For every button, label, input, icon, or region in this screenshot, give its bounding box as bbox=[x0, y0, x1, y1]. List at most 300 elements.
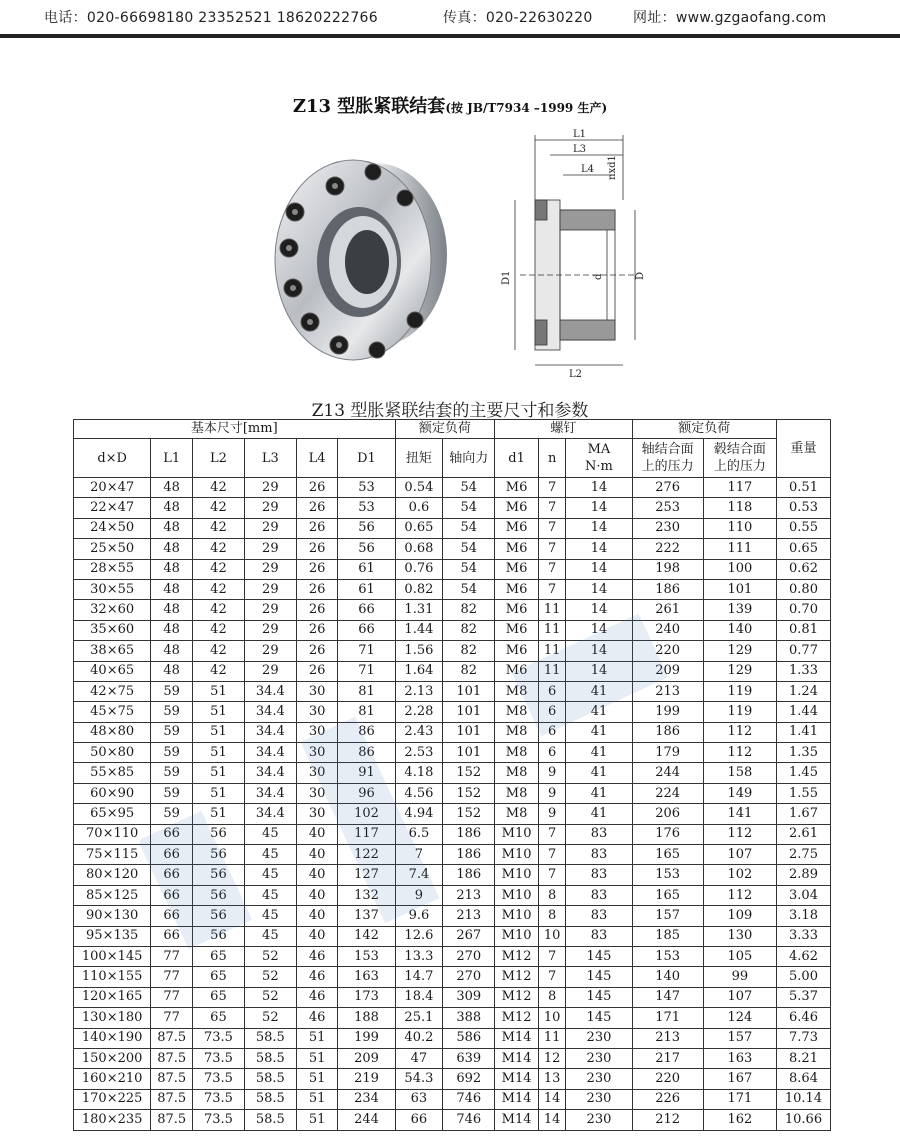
table-cell: 26 bbox=[296, 641, 338, 661]
table-cell: 8 bbox=[538, 906, 565, 926]
table-cell: 270 bbox=[443, 967, 495, 987]
table-cell: 83 bbox=[566, 926, 632, 946]
table-cell: 56 bbox=[193, 845, 245, 865]
table-cell: 110 bbox=[703, 518, 776, 538]
dim-label-d: d bbox=[593, 273, 604, 280]
table-cell: 48 bbox=[151, 518, 193, 538]
phone-text: 电话：020-66698180 23352521 18620222766 bbox=[44, 10, 378, 26]
table-cell: M6 bbox=[495, 478, 539, 498]
table-cell: 137 bbox=[338, 906, 395, 926]
table-cell: 56 bbox=[193, 865, 245, 885]
website-link[interactable]: 网址：www.gzgaofang.com bbox=[633, 10, 827, 26]
table-cell: 30 bbox=[296, 702, 338, 722]
table-cell: 56 bbox=[193, 885, 245, 905]
table-cell: M10 bbox=[495, 865, 539, 885]
table-cell: 0.77 bbox=[776, 641, 830, 661]
table-cell: 45 bbox=[244, 885, 296, 905]
table-cell: 11 bbox=[538, 641, 565, 661]
table-cell: 162 bbox=[703, 1110, 776, 1130]
table-cell: 51 bbox=[193, 783, 245, 803]
table-cell: 66 bbox=[151, 926, 193, 946]
group-basic-dimensions: 基本尺寸[mm] bbox=[74, 420, 396, 439]
table-cell: 42 bbox=[193, 600, 245, 620]
table-cell: 63 bbox=[395, 1089, 443, 1109]
table-cell: 13 bbox=[538, 1069, 565, 1089]
table-cell: 5.00 bbox=[776, 967, 830, 987]
table-cell: 112 bbox=[703, 824, 776, 844]
col-l3: L3 bbox=[244, 439, 296, 478]
table-cell: 14 bbox=[566, 478, 632, 498]
table-cell: 14 bbox=[566, 620, 632, 640]
table-cell: M6 bbox=[495, 498, 539, 518]
table-cell: 213 bbox=[632, 1028, 703, 1048]
table-cell: 46 bbox=[296, 987, 338, 1007]
table-cell: M10 bbox=[495, 906, 539, 926]
table-cell: 217 bbox=[632, 1048, 703, 1068]
table-cell: 213 bbox=[632, 681, 703, 701]
title-main: Z13 型胀紧联结套 bbox=[292, 96, 446, 117]
table-cell: 71 bbox=[338, 661, 395, 681]
table-cell: 7.4 bbox=[395, 865, 443, 885]
table-cell: 22×47 bbox=[74, 498, 151, 518]
table-cell: 12 bbox=[538, 1048, 565, 1068]
table-cell: 213 bbox=[443, 885, 495, 905]
table-cell: 4.56 bbox=[395, 783, 443, 803]
table-cell: M6 bbox=[495, 579, 539, 599]
table-cell: 173 bbox=[338, 987, 395, 1007]
col-l4: L4 bbox=[296, 439, 338, 478]
table-cell: 150×200 bbox=[74, 1048, 151, 1068]
table-cell: 96 bbox=[338, 783, 395, 803]
table-cell: 41 bbox=[566, 763, 632, 783]
table-cell: 51 bbox=[193, 681, 245, 701]
dim-label-nxd1: nxd1 bbox=[607, 155, 618, 180]
table-cell: 54 bbox=[443, 498, 495, 518]
table-cell: 46 bbox=[296, 946, 338, 966]
table-cell: 73.5 bbox=[193, 1069, 245, 1089]
table-cell: 45 bbox=[244, 926, 296, 946]
table-cell: 186 bbox=[443, 865, 495, 885]
col-hub-pressure bbox=[703, 439, 776, 478]
table-cell: 40×65 bbox=[74, 661, 151, 681]
table-cell: 54 bbox=[443, 518, 495, 538]
table-cell: 54 bbox=[443, 478, 495, 498]
table-cell: 186 bbox=[632, 722, 703, 742]
page-title bbox=[0, 92, 900, 118]
table-row bbox=[74, 783, 831, 803]
table-cell: 112 bbox=[703, 885, 776, 905]
title-standard-note: (按 JB/T7934 –1999 生产) bbox=[445, 101, 608, 115]
table-cell: 7 bbox=[538, 579, 565, 599]
table-cell: 158 bbox=[703, 763, 776, 783]
col-ma-line1: MA bbox=[587, 442, 611, 457]
table-cell: 9 bbox=[538, 783, 565, 803]
table-cell: 65 bbox=[193, 946, 245, 966]
table-cell: 240 bbox=[632, 620, 703, 640]
table-cell: 48 bbox=[151, 641, 193, 661]
table-cell: 276 bbox=[632, 478, 703, 498]
table-cell: 153 bbox=[632, 865, 703, 885]
table-cell: 26 bbox=[296, 559, 338, 579]
table-row bbox=[74, 926, 831, 946]
table-cell: 11 bbox=[538, 620, 565, 640]
table-cell: 12.6 bbox=[395, 926, 443, 946]
table-cell: 2.28 bbox=[395, 702, 443, 722]
table-cell: 42 bbox=[193, 579, 245, 599]
table-cell: 29 bbox=[244, 559, 296, 579]
table-cell: 66 bbox=[338, 600, 395, 620]
table-cell: 29 bbox=[244, 641, 296, 661]
table-row bbox=[74, 1089, 831, 1109]
table-cell: 59 bbox=[151, 722, 193, 742]
table-cell: M12 bbox=[495, 967, 539, 987]
table-row bbox=[74, 1069, 831, 1089]
table-cell: 30 bbox=[296, 763, 338, 783]
table-row bbox=[74, 539, 831, 559]
table-cell: 58.5 bbox=[244, 1089, 296, 1109]
table-cell: 157 bbox=[632, 906, 703, 926]
table-cell: 66 bbox=[151, 824, 193, 844]
table-cell: 42 bbox=[193, 661, 245, 681]
table-cell: 213 bbox=[443, 906, 495, 926]
table-cell: 8 bbox=[538, 987, 565, 1007]
table-cell: 35×60 bbox=[74, 620, 151, 640]
table-cell: 41 bbox=[566, 743, 632, 763]
table-cell: 7 bbox=[538, 518, 565, 538]
table-cell: 59 bbox=[151, 681, 193, 701]
table-cell: 56 bbox=[193, 926, 245, 946]
table-cell: 25×50 bbox=[74, 539, 151, 559]
table-cell: 0.51 bbox=[776, 478, 830, 498]
table-cell: 87.5 bbox=[151, 1089, 193, 1109]
table-cell: 53 bbox=[338, 478, 395, 498]
table-cell: 117 bbox=[703, 478, 776, 498]
table-cell: 3.18 bbox=[776, 906, 830, 926]
table-cell: M12 bbox=[495, 1008, 539, 1028]
table-cell: 83 bbox=[566, 865, 632, 885]
table-cell: 30×55 bbox=[74, 579, 151, 599]
table-cell: 0.53 bbox=[776, 498, 830, 518]
table-cell: 45 bbox=[244, 845, 296, 865]
table-cell: 82 bbox=[443, 600, 495, 620]
table-cell: 112 bbox=[703, 743, 776, 763]
table-cell: 55×85 bbox=[74, 763, 151, 783]
table-cell: 58.5 bbox=[244, 1069, 296, 1089]
table-cell: 119 bbox=[703, 702, 776, 722]
table-cell: M14 bbox=[495, 1089, 539, 1109]
table-cell: M6 bbox=[495, 559, 539, 579]
table-cell: 153 bbox=[632, 946, 703, 966]
table-cell: 127 bbox=[338, 865, 395, 885]
table-cell: 220 bbox=[632, 1069, 703, 1089]
table-cell: 6 bbox=[538, 743, 565, 763]
table-cell: 112 bbox=[703, 722, 776, 742]
table-cell: 29 bbox=[244, 539, 296, 559]
table-cell: 52 bbox=[244, 967, 296, 987]
table-cell: 11 bbox=[538, 1028, 565, 1048]
table-cell: 145 bbox=[566, 967, 632, 987]
table-cell: 41 bbox=[566, 702, 632, 722]
table-cell: 7.73 bbox=[776, 1028, 830, 1048]
table-cell: 58.5 bbox=[244, 1048, 296, 1068]
col-l2: L2 bbox=[193, 439, 245, 478]
table-cell: 746 bbox=[443, 1110, 495, 1130]
table-cell: 0.62 bbox=[776, 559, 830, 579]
table-cell: M6 bbox=[495, 620, 539, 640]
table-cell: 66 bbox=[395, 1110, 443, 1130]
table-cell: 199 bbox=[338, 1028, 395, 1048]
table-cell: 0.54 bbox=[395, 478, 443, 498]
table-cell: 85×125 bbox=[74, 885, 151, 905]
table-cell: 86 bbox=[338, 743, 395, 763]
table-cell: 0.80 bbox=[776, 579, 830, 599]
table-cell: 132 bbox=[338, 885, 395, 905]
table-cell: 42×75 bbox=[74, 681, 151, 701]
table-cell: 118 bbox=[703, 498, 776, 518]
table-cell: 73.5 bbox=[193, 1089, 245, 1109]
table-cell: 66 bbox=[338, 620, 395, 640]
table-cell: 14 bbox=[538, 1089, 565, 1109]
table-cell: 51 bbox=[193, 804, 245, 824]
table-row bbox=[74, 722, 831, 742]
table-cell: 234 bbox=[338, 1089, 395, 1109]
table-row bbox=[74, 1048, 831, 1068]
table-cell: 30 bbox=[296, 681, 338, 701]
table-row bbox=[74, 620, 831, 640]
col-dxd: d×D bbox=[74, 439, 151, 478]
table-cell: 59 bbox=[151, 702, 193, 722]
table-cell: 90×130 bbox=[74, 906, 151, 926]
table-cell: 0.6 bbox=[395, 498, 443, 518]
table-cell: M6 bbox=[495, 641, 539, 661]
col-l1: L1 bbox=[151, 439, 193, 478]
table-cell: 152 bbox=[443, 804, 495, 824]
table-cell: 7 bbox=[538, 539, 565, 559]
table-cell: 46 bbox=[296, 967, 338, 987]
table-cell: 152 bbox=[443, 783, 495, 803]
table-cell: 83 bbox=[566, 845, 632, 865]
table-cell: 3.04 bbox=[776, 885, 830, 905]
table-cell: 59 bbox=[151, 743, 193, 763]
table-cell: 244 bbox=[338, 1110, 395, 1130]
table-cell: 42 bbox=[193, 620, 245, 640]
table-cell: 101 bbox=[443, 722, 495, 742]
table-cell: 6 bbox=[538, 722, 565, 742]
table-cell: 209 bbox=[338, 1048, 395, 1068]
fax-text: 传真：020-22630220 bbox=[443, 10, 593, 26]
table-cell: M8 bbox=[495, 804, 539, 824]
table-cell: 56 bbox=[338, 518, 395, 538]
table-cell: 13.3 bbox=[395, 946, 443, 966]
table-cell: 52 bbox=[244, 946, 296, 966]
table-cell: 267 bbox=[443, 926, 495, 946]
table-cell: 25.1 bbox=[395, 1008, 443, 1028]
table-cell: 66 bbox=[151, 906, 193, 926]
table-cell: 230 bbox=[566, 1089, 632, 1109]
contact-header bbox=[0, 0, 900, 34]
table-cell: 7 bbox=[538, 865, 565, 885]
table-cell: 24×50 bbox=[74, 518, 151, 538]
table-cell: 226 bbox=[632, 1089, 703, 1109]
table-cell: 26 bbox=[296, 539, 338, 559]
table-cell: 91 bbox=[338, 763, 395, 783]
table-cell: 1.33 bbox=[776, 661, 830, 681]
table-cell: 10.66 bbox=[776, 1110, 830, 1130]
table-cell: M14 bbox=[495, 1110, 539, 1130]
table-cell: 1.24 bbox=[776, 681, 830, 701]
table-cell: 6.5 bbox=[395, 824, 443, 844]
cross-section-drawing bbox=[495, 125, 655, 385]
table-cell: 149 bbox=[703, 783, 776, 803]
table-cell: 1.44 bbox=[395, 620, 443, 640]
table-row bbox=[74, 743, 831, 763]
table-cell: 77 bbox=[151, 967, 193, 987]
table-cell: 9 bbox=[538, 763, 565, 783]
table-cell: 65 bbox=[193, 987, 245, 1007]
table-cell: 9 bbox=[538, 804, 565, 824]
table-cell: M6 bbox=[495, 600, 539, 620]
col-shaft-pressure-line2: 上的压力 bbox=[641, 459, 694, 474]
table-cell: 163 bbox=[338, 967, 395, 987]
table-cell: 145 bbox=[566, 1008, 632, 1028]
table-cell: 220 bbox=[632, 641, 703, 661]
table-cell: 209 bbox=[632, 661, 703, 681]
table-row bbox=[74, 498, 831, 518]
table-cell: 0.70 bbox=[776, 600, 830, 620]
table-cell: 6 bbox=[538, 681, 565, 701]
table-cell: 40 bbox=[296, 845, 338, 865]
table-column-header bbox=[74, 439, 831, 478]
table-cell: 1.55 bbox=[776, 783, 830, 803]
table-cell: 29 bbox=[244, 600, 296, 620]
table-cell: 7 bbox=[538, 967, 565, 987]
table-cell: 48 bbox=[151, 620, 193, 640]
col-shaft-pressure-line1: 轴结合面 bbox=[641, 442, 694, 457]
table-cell: 77 bbox=[151, 987, 193, 1007]
table-cell: 34.4 bbox=[244, 722, 296, 742]
table-cell: 0.76 bbox=[395, 559, 443, 579]
table-cell: 4.18 bbox=[395, 763, 443, 783]
table-cell: 10 bbox=[538, 1008, 565, 1028]
table-cell: 81 bbox=[338, 681, 395, 701]
table-cell: 165 bbox=[632, 845, 703, 865]
table-cell: 198 bbox=[632, 559, 703, 579]
table-cell: 40.2 bbox=[395, 1028, 443, 1048]
table-cell: 34.4 bbox=[244, 702, 296, 722]
table-row bbox=[74, 804, 831, 824]
table-cell: 107 bbox=[703, 987, 776, 1007]
table-cell: 26 bbox=[296, 620, 338, 640]
table-cell: M6 bbox=[495, 539, 539, 559]
table-cell: 122 bbox=[338, 845, 395, 865]
table-cell: 51 bbox=[296, 1110, 338, 1130]
table-cell: 73.5 bbox=[193, 1110, 245, 1130]
table-cell: 1.56 bbox=[395, 641, 443, 661]
table-cell: 130 bbox=[703, 926, 776, 946]
table-cell: 48 bbox=[151, 559, 193, 579]
table-cell: 11 bbox=[538, 600, 565, 620]
table-cell: 746 bbox=[443, 1089, 495, 1109]
table-cell: 38×65 bbox=[74, 641, 151, 661]
table-cell: 29 bbox=[244, 661, 296, 681]
table-cell: 7 bbox=[538, 845, 565, 865]
table-group-header bbox=[74, 420, 831, 439]
table-cell: 186 bbox=[443, 845, 495, 865]
table-cell: 10.14 bbox=[776, 1089, 830, 1109]
table-cell: 180×235 bbox=[74, 1110, 151, 1130]
dim-label-d1: D1 bbox=[501, 270, 512, 285]
table-cell: 14 bbox=[566, 579, 632, 599]
table-caption: Z13 型胀紧联结套的主要尺寸和参数 bbox=[311, 401, 589, 421]
table-cell: 48×80 bbox=[74, 722, 151, 742]
table-cell: 0.65 bbox=[776, 539, 830, 559]
table-cell: 51 bbox=[296, 1028, 338, 1048]
table-cell: 102 bbox=[338, 804, 395, 824]
table-cell: 2.61 bbox=[776, 824, 830, 844]
table-cell: 99 bbox=[703, 967, 776, 987]
table-cell: 119 bbox=[703, 681, 776, 701]
table-cell: 0.82 bbox=[395, 579, 443, 599]
table-cell: 26 bbox=[296, 498, 338, 518]
table-cell: 129 bbox=[703, 641, 776, 661]
table-cell: 26 bbox=[296, 661, 338, 681]
table-cell: 261 bbox=[632, 600, 703, 620]
table-cell: 6 bbox=[538, 702, 565, 722]
table-cell: 2.89 bbox=[776, 865, 830, 885]
table-cell: 42 bbox=[193, 478, 245, 498]
table-cell: 153 bbox=[338, 946, 395, 966]
table-cell: 222 bbox=[632, 539, 703, 559]
table-cell: 140 bbox=[632, 967, 703, 987]
table-cell: 29 bbox=[244, 498, 296, 518]
table-cell: 48 bbox=[151, 579, 193, 599]
col-weight: 重量 bbox=[776, 420, 830, 478]
table-cell: M14 bbox=[495, 1069, 539, 1089]
table-cell: 0.81 bbox=[776, 620, 830, 640]
table-cell: 230 bbox=[566, 1028, 632, 1048]
table-row bbox=[74, 987, 831, 1007]
table-cell: 87.5 bbox=[151, 1069, 193, 1089]
table-cell: 163 bbox=[703, 1048, 776, 1068]
table-cell: 41 bbox=[566, 681, 632, 701]
table-cell: 83 bbox=[566, 906, 632, 926]
table-cell: 70×110 bbox=[74, 824, 151, 844]
table-cell: 53 bbox=[338, 498, 395, 518]
table-cell: 101 bbox=[703, 579, 776, 599]
table-cell: 66 bbox=[151, 885, 193, 905]
table-cell: 83 bbox=[566, 885, 632, 905]
table-cell: 1.41 bbox=[776, 722, 830, 742]
table-row bbox=[74, 579, 831, 599]
table-cell: 142 bbox=[338, 926, 395, 946]
table-cell: 14 bbox=[538, 1110, 565, 1130]
table-cell: 80×120 bbox=[74, 865, 151, 885]
table-cell: 47 bbox=[395, 1048, 443, 1068]
table-cell: 52 bbox=[244, 1008, 296, 1028]
table-cell: M12 bbox=[495, 987, 539, 1007]
table-cell: 40 bbox=[296, 885, 338, 905]
table-cell: 170×225 bbox=[74, 1089, 151, 1109]
table-cell: 8 bbox=[538, 885, 565, 905]
table-cell: 34.4 bbox=[244, 783, 296, 803]
table-cell: 167 bbox=[703, 1069, 776, 1089]
table-cell: 2.53 bbox=[395, 743, 443, 763]
table-cell: 48 bbox=[151, 498, 193, 518]
table-cell: 7 bbox=[538, 946, 565, 966]
table-cell: 65×95 bbox=[74, 804, 151, 824]
group-rated-load: 额定负荷 bbox=[395, 420, 495, 439]
table-cell: 147 bbox=[632, 987, 703, 1007]
